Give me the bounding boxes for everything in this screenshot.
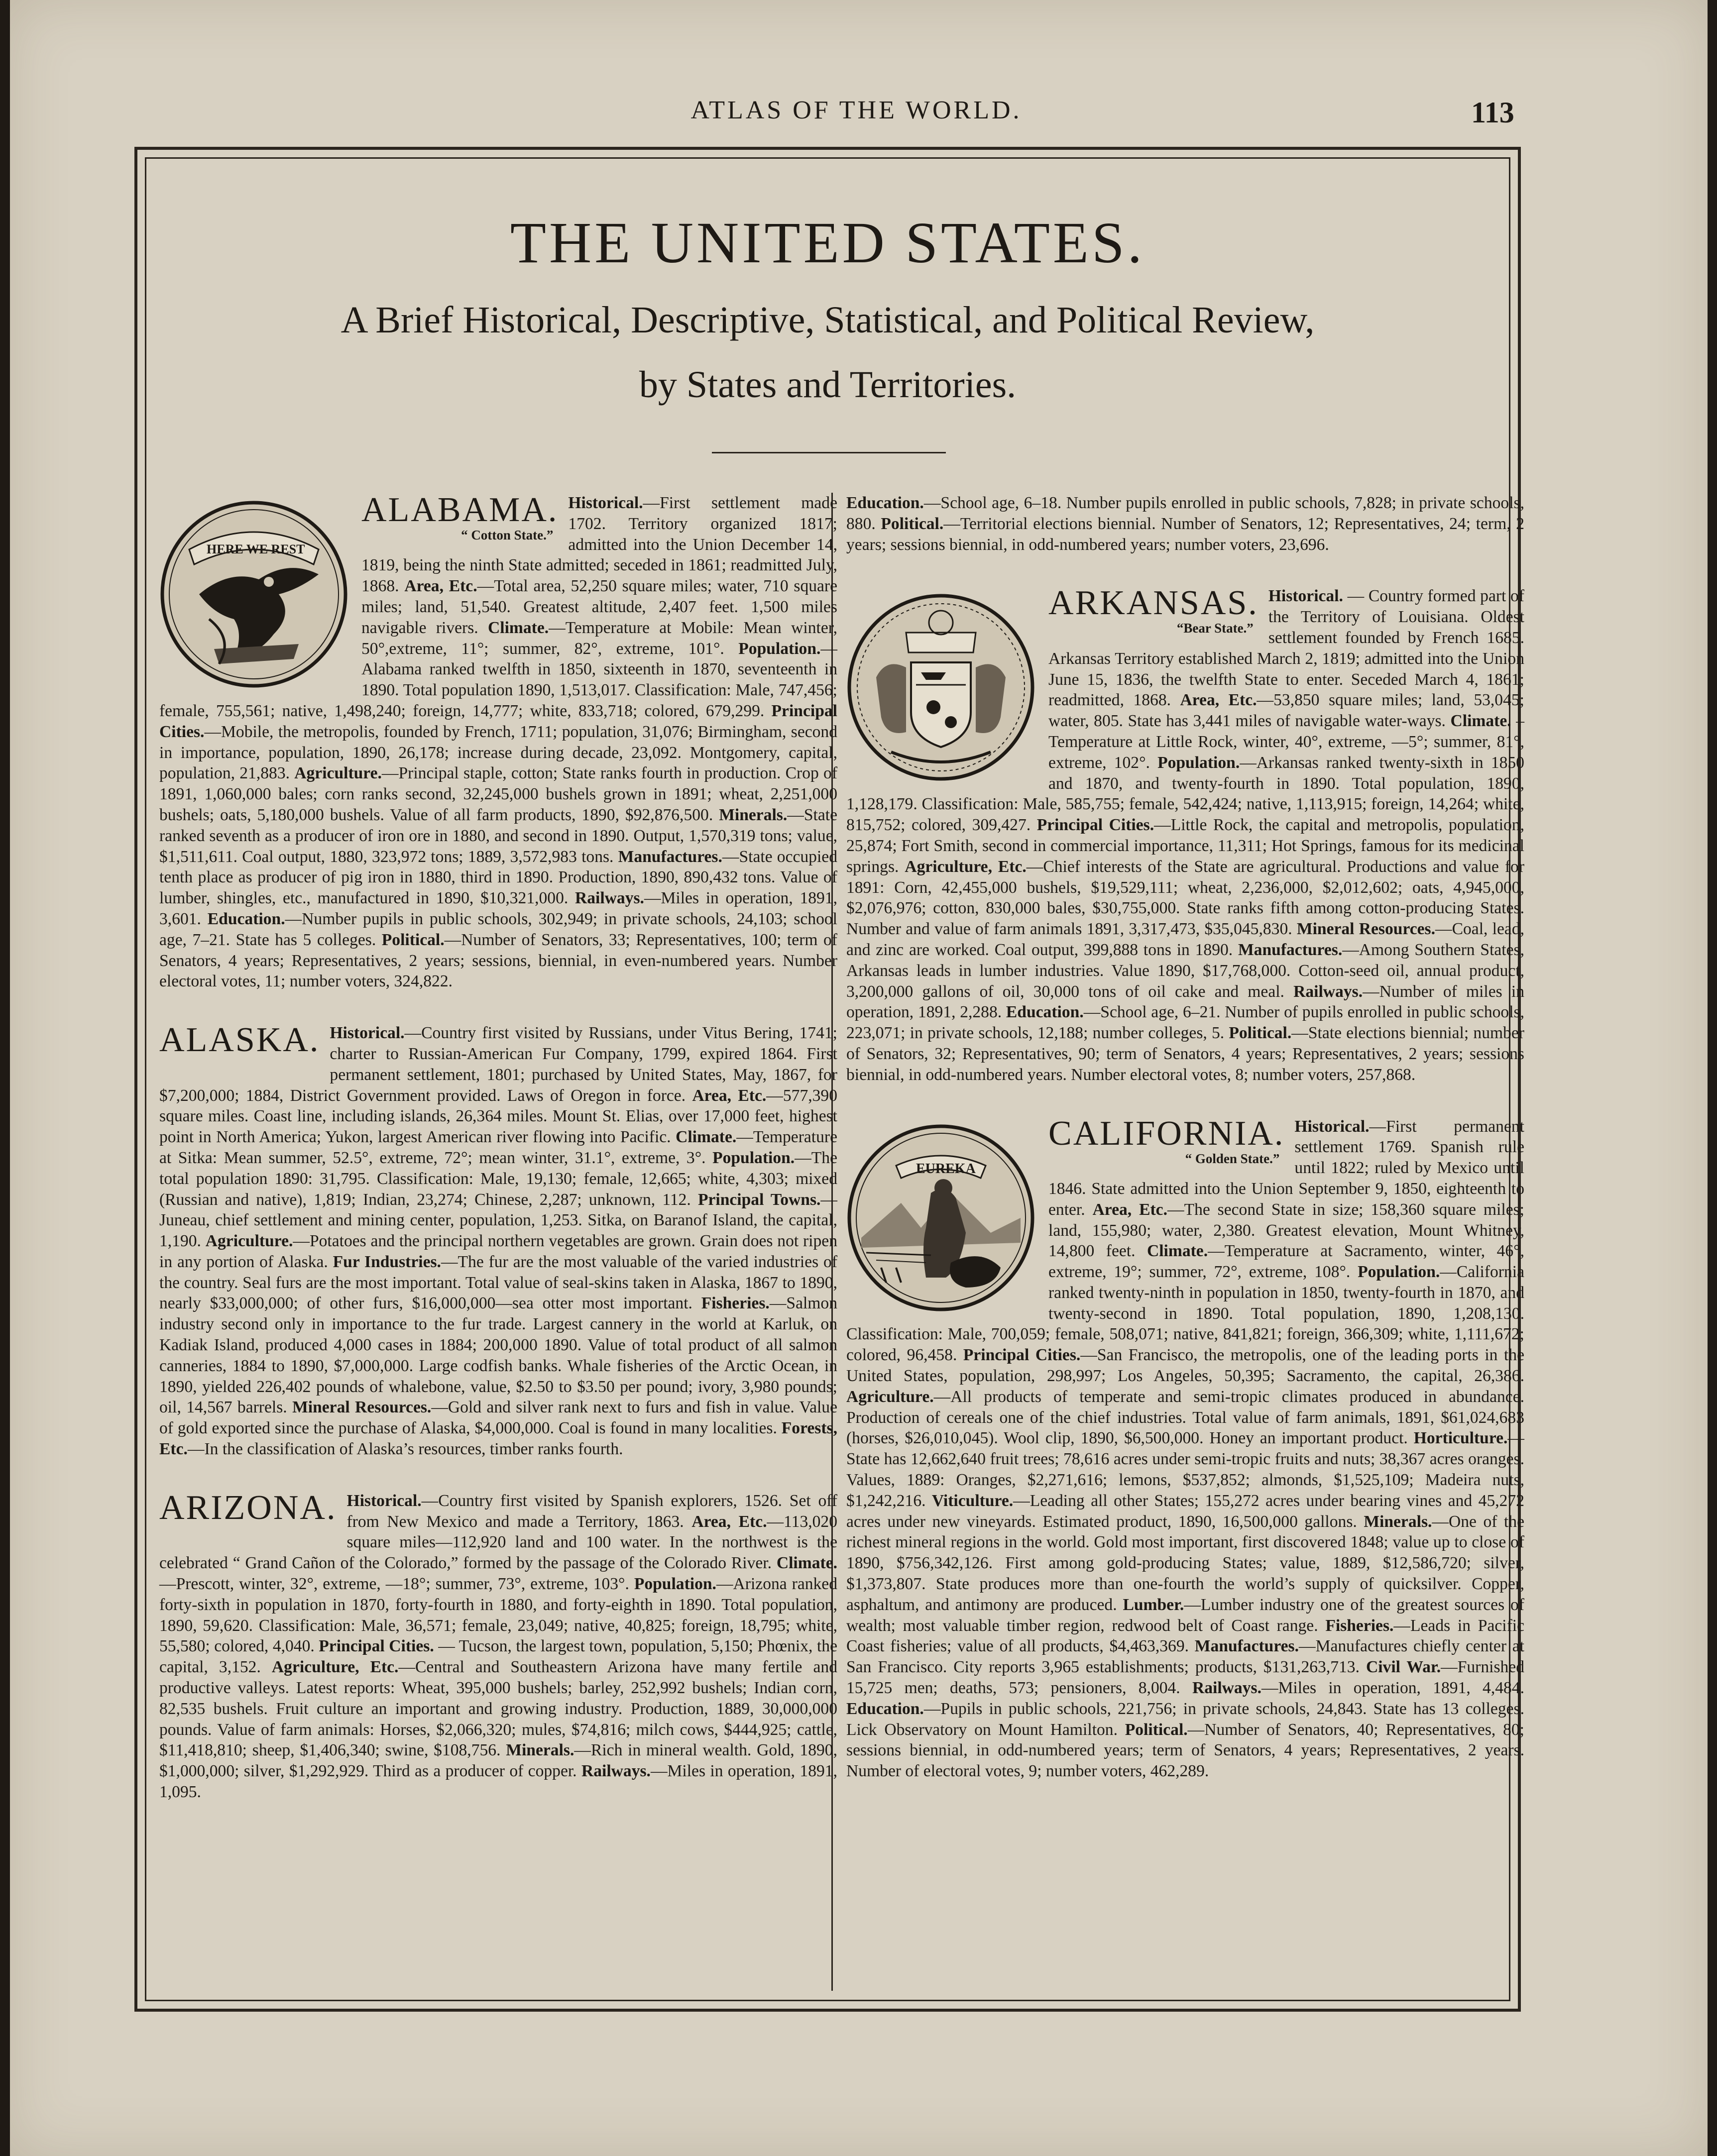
state-section-arizona: [159, 1488, 837, 1803]
alaska-heading-5: Agriculture.: [205, 1232, 293, 1251]
arkansas-heading-0: Historical.: [1268, 587, 1343, 606]
california-heading-14: Education.: [846, 1699, 924, 1718]
alabama-heading-7: Manufactures.: [618, 847, 722, 866]
alabama-heading-9: Education.: [207, 909, 285, 928]
alabama-seal-icon: [159, 495, 348, 694]
california-heading-11: Manufactures.: [1194, 1637, 1299, 1656]
california-body-3: —California ranked twenty-ninth in population in 1850, twenty-fourth in 1870, and twenty-second in 1890. Total population, 1890, 1,208,130. Classification: Male, 700,059; female, 508,071; native, 841,821; foreign, 366,309; white, 1,111,672; colored, 96,458.: [846, 1263, 1524, 1365]
california-body-0: —First permanent settlement 1769. Spanish rule until 1822; ruled by Mexico until 1846. State admitted into the Union September 9, 1850, eighteenth to enter.: [1048, 1117, 1524, 1219]
arkansas-heading-9: Education.: [1006, 1003, 1084, 1022]
alaska-body-1: —577,390 square miles. Coast line, including islands, 26,364 miles. Mount St. Elias, over 17,000 feet, highest point in North America; Yukon, largest American river flowing into Pacific.: [159, 1086, 837, 1147]
california-heading-10: Fisheries.: [1325, 1616, 1394, 1635]
california-body-2: —Temperature at Sacramento, winter, 46°, extreme, 19°; summer, 72°, extreme, 108°.: [1048, 1242, 1524, 1282]
arkansas-heading-4: Principal Cities.: [1036, 816, 1154, 835]
state-section-alaska: [159, 1023, 837, 1460]
california-heading-1: Area, Etc.: [1092, 1200, 1167, 1219]
alabama-heading-8: Railways.: [574, 889, 644, 908]
california-heading-9: Lumber.: [1123, 1595, 1184, 1614]
alabama-body-6: —State ranked seventh as a producer of iron ore in 1880, and second in 1890. Output, 1,570,319 tons; value, $1,511,611. Coal output, 1880, 323,972 tons; 1889, 3,572,983 tons.: [159, 805, 837, 866]
state-text-arizona: [159, 1488, 837, 1803]
arkansas-body-6: —Coal, lead, and zinc are worked. Coal output, 399,888 tons in 1890.: [846, 920, 1525, 959]
arkansas-body-5: —Chief interests of the State are agricultural. Productions and value for 1891: Corn, 42,455,000 bushels, $19,529,111; wheat, 2,236,000, $2,012,602; oats, 4,945,000, $2,076,976; cotton, 830,000 bales, $30,755,000. State ranks fifth among cotton-producing States. Number and value of farm animals 1891, 3,317,473, $35,045,830.: [846, 857, 1524, 939]
arizona-heading-1: Area, Etc.: [691, 1512, 767, 1531]
subtitle-line-2: by States and Territories.: [639, 364, 1017, 406]
page-number: 113: [1471, 96, 1514, 129]
arkansas-heading-7: Manufactures.: [1238, 940, 1343, 959]
arizona-body-5: —Central and Southeastern Arizona have many fertile and productive valleys. Latest reports: Wheat, 395,000 bushels; barley, 252,992 bushels; Indian corn, 82,535 bushels. Fruit culture an important and growing industry. Production, 1889, 30,000,000 pounds. Value of farm animals: Horses, $2,066,320; mules, $74,816; milch cows, $444,925; cattle, $11,418,810; sheep, $1,406,340; swine, $108,756.: [159, 1658, 837, 1760]
california-body-5: —All products of temperate and semi-tropic climates produced in abundance. Production of cereals one of the chief industries. Total value of farm animals, 1891, $61,024,683 (horses, $26,010,045). Wool clip, 1890, $6,500,000. Honey an important product.: [846, 1387, 1524, 1448]
arizona-body-2: —Prescott, winter, 32°, extreme, —18°; summer, 73°, extreme, 103°.: [159, 1575, 634, 1594]
california-body-6: —State has 12,662,640 fruit trees; 78,616 acres under semi-tropic fruits and nuts; 38,367 acres oranges. Values, 1889: Oranges, $2,271,616; lemons, $537,852; almonds, $1,525,109; Madeira nuts, $1,242,216.: [846, 1429, 1524, 1510]
alabama-body-5: —Principal staple, cotton; State ranks fourth in production. Crop of 1891, 1,060,000 bales; corn ranks second, 32,245,000 bushels grown in 1891; wheat, 2,251,000 bushels; oats, 5,180,000 bushels. Value of all farm products, 1890, $92,876,500.: [159, 764, 837, 824]
alaska-body-4: —Juneau, chief settlement and mining center, population, 1,253. Sitka, on Baranof Island, the capital, 1,190.: [159, 1190, 837, 1251]
state-name-california: CALIFORNIA.: [1048, 1114, 1285, 1153]
alabama-heading-0: Historical.: [568, 494, 643, 512]
california-heading-3: Population.: [1358, 1263, 1440, 1282]
alabama-body-7: —State occupied tenth place as producer of pig iron in 1880, third in 1890. Production, 1890, 890,432 tons. Value of lumber, shingles, etc., manufactured in 1890, $10,321,000.: [159, 847, 837, 908]
arizona-body-9: —Territorial elections biennial. Number of Senators, 12; Representatives, 24; term, 2 years; sessions biennial, in odd-numbered years; number voters, 23,696.: [846, 514, 1525, 554]
state-name-alabama: ALABAMA.: [361, 491, 559, 529]
california-heading-0: Historical.: [1294, 1117, 1370, 1136]
arkansas-body-3: —Arkansas ranked twenty-sixth in 1850 and 1870, and twenty-fourth in 1890. Total population, 1890, 1,128,179. Classification: Male, 585,755; female, 542,424; native, 1,113,915; foreign, 14,264; white, 815,752; colored, 309,427.: [846, 753, 1524, 835]
california-heading-4: Principal Cities.: [963, 1346, 1081, 1365]
alabama-heading-1: Area, Etc.: [404, 577, 477, 596]
arkansas-heading-2: Climate.: [1450, 712, 1511, 731]
arkansas-body-9: —School age, 6–21. Number of pupils enrolled in public schools, 223,071; in private schools, 12,188; number colleges, 5.: [846, 1003, 1524, 1043]
atlas-page: [10, 0, 1708, 2156]
arizona-heading-4: Principal Cities.: [319, 1637, 434, 1656]
arizona-body-1: —113,020 square miles—112,920 land and 100 water. In the northwest is the celebrated “ Grand Cañon of the Colorado,” formed by the passage of the Colorado River.: [159, 1512, 837, 1573]
alaska-heading-7: Fisheries.: [701, 1294, 770, 1313]
left-column: [159, 493, 837, 1991]
california-heading-12: Civil War.: [1366, 1658, 1441, 1677]
california-heading-2: Climate.: [1146, 1242, 1208, 1261]
arkansas-body-1: —53,850 square miles; land, 53,045; water, 805. State has 3,441 miles of navigable water-ways.: [1048, 691, 1525, 731]
alaska-heading-1: Area, Etc.: [692, 1086, 767, 1105]
arkansas-body-7: —Among Southern States, Arkansas leads in lumber industries. Value 1890, $17,768,000. Cotton-seed oil, annual product, 3,200,000 gallons of oil, 30,000 tons of oil cake and meal.: [846, 940, 1524, 1001]
alabama-body-3: —Alabama ranked twelfth in 1850, sixteenth in 1870, seventeenth in 1890. Total population 1890, 1,513,017. Classification: Male, 747,456; female, 755,561; native, 1,498,240; foreign, 14,777; white, 833,718; colored, 679,299.: [159, 639, 837, 720]
alabama-heading-2: Climate.: [488, 618, 549, 637]
california-heading-5: Agriculture.: [846, 1387, 934, 1406]
arizona-heading-5: Agriculture, Etc.: [271, 1658, 399, 1677]
arkansas-heading-6: Mineral Resources.: [1296, 920, 1436, 939]
right-column: [846, 493, 1524, 1991]
arkansas-body-4: —Little Rock, the capital and metropolis, population, 25,874; Fort Smith, second in commercial importance, 11,311; Hot Springs, famous for its medicinal springs.: [846, 816, 1525, 876]
arizona-heading-3: Population.: [634, 1575, 716, 1594]
california-body-10: —Leads in Pacific Coast fisheries; value of all products, $4,463,369.: [846, 1616, 1524, 1656]
alaska-heading-9: Forests, Etc.: [159, 1419, 837, 1459]
alaska-heading: [159, 1023, 320, 1065]
arkansas-seal-icon: [846, 588, 1035, 787]
california-body-11: —Manufactures chiefly center at San Francisco. City reports 3,965 establishments; products, $131,263,713.: [846, 1637, 1525, 1677]
arkansas-heading: [1048, 586, 1259, 644]
alabama-heading-4: Principal Cities.: [159, 701, 837, 741]
state-name-arkansas: ARKANSAS.: [1048, 584, 1259, 623]
alaska-heading-6: Fur Industries.: [333, 1252, 441, 1271]
arkansas-body-10: —State elections biennial; number of Senators, 32; Representatives, 90; term of Senators, 4 years; Representatives, 2 years; sessions biennial, in odd-numbered years. Number electoral votes, 8; number voters, 257,868.: [846, 1024, 1524, 1084]
california-heading: [1048, 1116, 1284, 1174]
california-body-1: —The second State in size; 158,360 square miles; land, 155,980; water, 2,380. Greatest elevation, Mount Whitney, 14,800 feet.: [1048, 1200, 1524, 1261]
alabama-body-4: —Mobile, the metropolis, founded by French, 1711; population, 31,076; Birmingham, second in importance, population, 1890, 26,178; increase during decade, 23,092. Montgomery, capital, population, 21,883.: [159, 722, 837, 783]
arizona-heading-7: Railways.: [581, 1762, 651, 1781]
alaska-body-0: —Country first visited by Russians, under Vitus Bering, 1741; charter to Russian-American Fur Company, 1799, expired 1864. First permanent settlement, 1801; purchased by United States, May, 1867, for $7,200,000; 1884, District Government provided. Laws of Oregon in force.: [159, 1024, 837, 1105]
arizona-continuation: [846, 493, 1524, 555]
alaska-body-6: —The fur are the most valuable of the varied industries of the country. Seal furs are the most important. Total value of seal-skins taken in Alaska, 1867 to 1890, nearly $33,000,000; of other furs, $16,000,000—sea otter most important.: [159, 1252, 838, 1313]
alabama-seal-motto: HERE WE REST: [207, 542, 305, 556]
alaska-heading-2: Climate.: [676, 1128, 737, 1147]
title-divider: [712, 452, 946, 453]
california-body-15: —Number of Senators, 40; Representatives, 80; sessions biennial, in odd-numbered years; term of Senators, 4 years; Representatives, 2 years. Number of electoral votes, 9; number voters, 462,289.: [846, 1720, 1524, 1781]
california-body-7: —Leading all other States; 155,272 acres under bearing vines and 45,272 acres under new vineyards. Estimated product, 1890, 16,500,000 gallons.: [846, 1491, 1524, 1531]
alabama-body-0: —First settlement made 1702. Territory organized 1817; admitted into the Union December 14, 1819, being the ninth State admitted; seceded in 1861; readmitted July, 1868.: [361, 494, 837, 596]
arkansas-heading-3: Population.: [1157, 753, 1240, 772]
california-heading-8: Minerals.: [1364, 1512, 1432, 1531]
arkansas-body-0: — Country formed part of the Territory of Louisiana. Oldest settlement founded by French 1685. Arkansas Territory established March 2, 1819; admitted into the Union June 15, 1836, the twelfth State to enter. Seceded March 4, 1861; readmitted, 1868.: [1048, 587, 1524, 710]
state-text-alaska: [159, 1023, 837, 1460]
alabama-body-8: —Miles in operation, 1891, 3,601.: [159, 889, 837, 928]
arizona-body-0: —Country first visited by Spanish explorers, 1526. Set off from New Mexico and made a Territory, 1863.: [346, 1491, 837, 1531]
alaska-body-3: —The total population 1890: 31,795. Classification: Male, 19,130; female, 12,665; white, 4,303; mixed (Russian and native), 1,819; Indian, 23,274; Chinese, 2,287; unknown, 112.: [159, 1148, 837, 1209]
california-heading-15: Political.: [1125, 1720, 1188, 1739]
alabama-heading-6: Minerals.: [719, 805, 788, 824]
arkansas-heading-5: Agriculture, Etc.: [905, 857, 1027, 876]
state-name-arizona: ARIZONA.: [159, 1488, 337, 1527]
alabama-body-1: —Total area, 52,250 square miles; water, 710 square miles; land, 51,540. Greatest altitude, 2,407 feet. 1,500 miles navigable rivers.: [361, 577, 838, 637]
alaska-body-8: —Gold and silver rank next to furs and fish in value. Value of gold exported since the purchase of Alaska, $4,000,000. Coal is found in many localities.: [159, 1398, 837, 1438]
arkansas-body-2: –Temperature at Little Rock, winter, 40°, extreme, —5°; summer, 81°, extreme, 102°.: [1048, 712, 1524, 772]
arizona-heading-8: Education.: [846, 494, 924, 512]
california-seal-icon: [846, 1118, 1035, 1317]
alabama-heading-3: Population.: [738, 639, 821, 658]
arizona-body-3: —Arizona ranked forty-sixth in population in 1870, forty-fourth in 1880, and forty-eighth in 1890. Total population, 1890, 59,620. Classification: Male, 36,571; female, 23,049; native, 40,825; foreign, 18,795; white, 55,580; colored, 4,040.: [159, 1575, 837, 1656]
arizona-heading: [159, 1488, 337, 1532]
alabama-heading: [361, 493, 558, 550]
page-title: THE UNITED STATES.: [510, 210, 1145, 275]
state-text-arizona-continued: [846, 493, 1524, 555]
arizona-heading-6: Minerals.: [506, 1741, 574, 1760]
california-heading-13: Railways.: [1192, 1679, 1261, 1698]
state-section-arkansas: [846, 586, 1524, 1085]
arkansas-heading-1: Area, Etc.: [1180, 691, 1257, 710]
alaska-heading-4: Principal Towns.: [697, 1190, 821, 1209]
california-heading-7: Viticulture.: [931, 1491, 1014, 1510]
california-body-12: —Furnished 15,725 men; deaths, 573; pensioners, 8,004.: [846, 1658, 1525, 1698]
california-heading-6: Horticulture.: [1413, 1429, 1508, 1448]
california-seal-motto: EUREKA: [916, 1161, 976, 1177]
running-head: ATLAS OF THE WORLD.: [690, 96, 1022, 124]
arizona-body-7: —Miles in operation, 1891, 1,095.: [159, 1762, 837, 1802]
alaska-heading-3: Population.: [712, 1148, 795, 1167]
alabama-body-9: —Number pupils in public schools, 302,949; in private schools, 24,103; school age, 7–21. State has 5 colleges.: [159, 909, 838, 949]
nickname-arkansas: “Bear State.”: [1176, 621, 1254, 636]
california-body-9: —Lumber industry one of the greatest sources of wealth; most valuable timber region, redwood belt of Coast range.: [846, 1595, 1524, 1635]
arizona-heading-0: Historical.: [346, 1491, 422, 1510]
arkansas-body-8: —Number of miles in operation, 1891, 2,288.: [846, 982, 1524, 1022]
alabama-body-10: —Number of Senators, 33; Representatives, 100; term of Senators, 4 years; Representatives, 2 years; sessions, biennial, in even-numbered years. Number electoral votes, 11; number voters, 324,822.: [159, 930, 837, 991]
state-section-california: [846, 1116, 1524, 1782]
state-section-alabama: [159, 493, 837, 992]
alaska-body-2: —Temperature at Sitka: Mean summer, 52.5°, extreme, 72°; mean winter, 31.1°, extreme, 3°.: [159, 1128, 837, 1167]
california-body-14: —Pupils in public schools, 221,756; in private schools, 24,843. State has 13 colleges. Lick Observatory on Mount Hamilton.: [846, 1699, 1524, 1739]
subtitle-line-1: A Brief Historical, Descriptive, Statistical, and Political Review,: [341, 299, 1315, 341]
arizona-heading-9: Political.: [881, 514, 944, 533]
arizona-body-4: — Tucson, the largest town, population, 5,150; Phœnix, the capital, 3,152.: [159, 1637, 837, 1677]
arkansas-heading-8: Railways.: [1293, 982, 1363, 1001]
alaska-heading-0: Historical.: [330, 1024, 405, 1043]
alaska-heading-8: Mineral Resources.: [292, 1398, 432, 1417]
california-body-4: —San Francisco, the metropolis, one of the leading ports in the United States, population, 298,997; Los Angeles, 50,395; Sacramento, the capital, 26,386.: [846, 1346, 1524, 1386]
alabama-body-2: —Temperature at Mobile: Mean winter, 50°,extreme, 11°; summer, 82°, extreme, 101°.: [361, 618, 837, 658]
alaska-body-5: —Potatoes and the principal northern vegetables are grown. Grain does not ripen in any portion of Alaska.: [159, 1232, 837, 1271]
arkansas-heading-10: Political.: [1229, 1024, 1292, 1043]
california-body-13: —Miles in operation, 1891, 4,484.: [1261, 1679, 1524, 1698]
arizona-heading-2: Climate.: [776, 1554, 837, 1573]
state-name-alaska: ALASKA.: [159, 1021, 320, 1060]
nickname-alabama: “ Cotton State.”: [461, 528, 554, 542]
california-body-8: —One of the richest mineral regions in the world. Gold most important, first discovered 1848; value up to close of 1890, $756,342,126. First among gold-producing States; value, 1889, $12,586,720; silver, $1,373,807. State produces more than one-fourth the world’s supply of quicksilver. Copper, asphaltum, and antimony are produced.: [846, 1512, 1524, 1614]
alaska-body-7: —Salmon industry second only in importance to the fur trade. Largest cannery in the world at Karluk, on Kadiak Island, produced 4,000 cases in 1884; 200,000 1890. Value of total product of all salmon canneries, 1884 to 1890, $7,000,000. Large codfish banks. Whale fisheries of the Arctic Ocean, in 1890, yielded 226,402 pounds of whalebone, value, $2.50 to $3.50 per pound; ivory, 3,980 pounds; oil, 14,567 barrels.: [159, 1294, 837, 1417]
nickname-california: “ Golden State.”: [1185, 1151, 1280, 1166]
alaska-body-9: —In the classification of Alaska’s resources, timber ranks fourth.: [187, 1440, 623, 1459]
alabama-heading-5: Agriculture.: [294, 764, 382, 783]
alabama-heading-10: Political.: [381, 930, 445, 949]
arizona-body-6: —Rich in mineral wealth. Gold, 1890, $1,000,000; silver, $1,292,929. Third as a producer of copper.: [159, 1741, 837, 1781]
arizona-body-8: —School age, 6–18. Number pupils enrolled in public schools, 7,828; in private schools, 880.: [846, 494, 1524, 533]
